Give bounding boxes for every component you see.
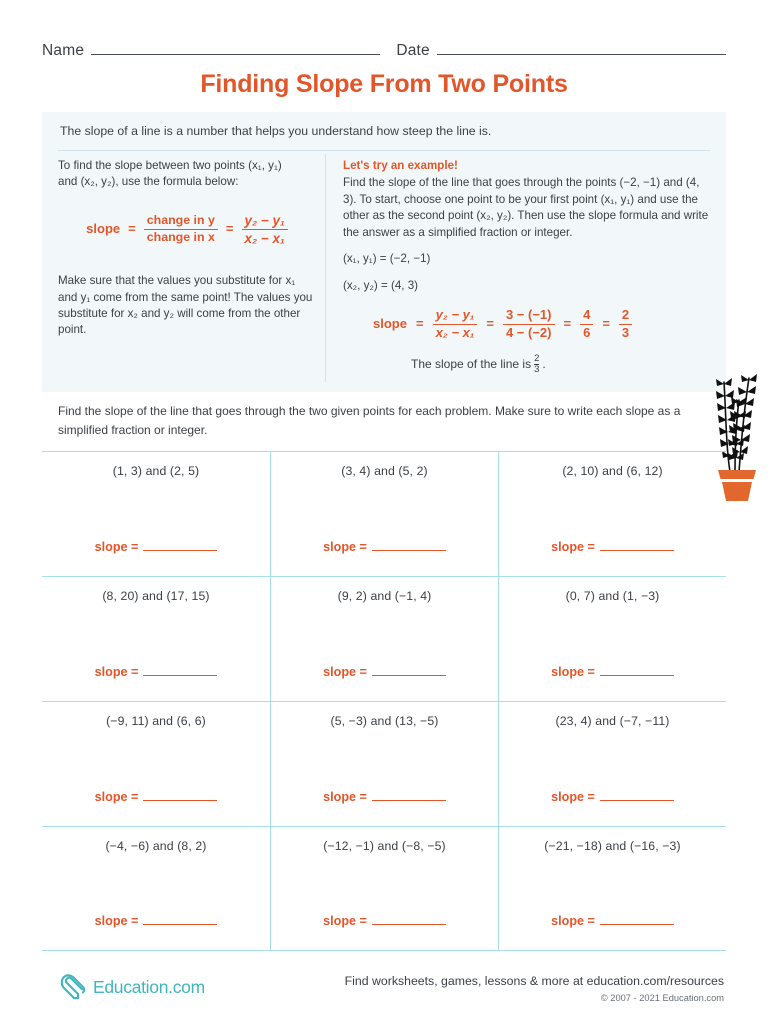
problem-cell[interactable] <box>42 827 270 950</box>
slope-answer-field[interactable] <box>42 790 270 804</box>
answer-blank[interactable] <box>143 675 217 676</box>
slope-label: slope = <box>323 665 367 679</box>
numerator: 3 − (−1) <box>505 307 552 323</box>
problem-cell[interactable] <box>498 702 726 826</box>
problem-cell[interactable] <box>270 702 498 826</box>
name-date-row <box>42 42 726 60</box>
problem-cell[interactable] <box>270 452 498 576</box>
slope-answer-field[interactable] <box>499 540 726 554</box>
problem-points: (23, 4) and (−7, −11) <box>555 714 670 728</box>
slope-label: slope = <box>94 914 139 928</box>
problem-points: (0, 7) and (1, −3) <box>565 589 660 603</box>
change-in-x: change in x <box>144 229 218 245</box>
formula-lead-line-2: and (x₂, y₂), use the formula below: <box>58 175 239 189</box>
problem-cell[interactable] <box>498 577 726 701</box>
equals-sign-2: = <box>225 221 234 237</box>
answer-blank[interactable] <box>600 675 674 676</box>
conclusion-period: . <box>542 357 546 372</box>
example-point-1: (x₁, y₁) = (−2, −1) <box>343 252 431 266</box>
denominator: 4 − (−2) <box>503 324 555 341</box>
education-logo[interactable] <box>58 972 205 1002</box>
answer-blank[interactable] <box>600 800 674 801</box>
intro-text: The slope of a line is a number that helps you understand how steep the line is. <box>60 124 492 138</box>
answer-blank[interactable] <box>372 675 446 676</box>
conclusion-text: The slope of the line is <box>411 357 532 372</box>
page-footer <box>0 962 768 1024</box>
vertical-divider <box>325 154 326 382</box>
example-panel <box>343 158 713 375</box>
problem-points: (3, 4) and (5, 2) <box>341 464 428 478</box>
slope-word: slope <box>373 315 407 331</box>
fraction-substituted <box>503 308 555 340</box>
denominator: x₂ − x₁ <box>433 324 478 341</box>
numerator: 4 <box>583 307 591 323</box>
answer-blank[interactable] <box>143 800 217 801</box>
problem-cell[interactable] <box>42 452 270 576</box>
equals-sign: = <box>128 221 136 237</box>
equals-1: = <box>415 315 424 331</box>
problem-points: (9, 2) and (−1, 4) <box>337 589 432 603</box>
problem-row <box>42 451 726 576</box>
substitution-note: Make sure that the values you substitute for x₁ and y₁ come from the same point! The values you substitute for x₂ and y₂ will come from the other point. <box>58 274 313 337</box>
slope-answer-field[interactable] <box>271 665 498 679</box>
formula-panel <box>58 158 316 339</box>
denominator: 3 <box>534 364 540 376</box>
answer-blank[interactable] <box>600 924 674 925</box>
problem-cell[interactable] <box>498 452 726 576</box>
answer-blank[interactable] <box>143 550 217 551</box>
problem-cell[interactable] <box>42 702 270 826</box>
slope-label: slope = <box>551 540 595 554</box>
change-in-y: change in y <box>146 213 215 228</box>
problem-cell[interactable] <box>270 827 498 950</box>
problem-points: (−9, 11) and (6, 6) <box>106 714 206 728</box>
answer-blank[interactable] <box>372 550 446 551</box>
slope-answer-field[interactable] <box>42 914 270 928</box>
footer-tagline: Find worksheets, games, lessons & more at education.com/resources <box>344 974 724 988</box>
education-logo-icon <box>58 972 88 1002</box>
delta-x: x₂ − x₁ <box>242 229 288 246</box>
slope-formula <box>58 213 316 246</box>
education-logo-text: Education.com <box>93 976 205 997</box>
problem-cell[interactable] <box>42 577 270 701</box>
name-write-line[interactable] <box>91 54 380 55</box>
example-point-2: (x₂, y₂) = (4, 3) <box>343 278 419 292</box>
slope-answer-field[interactable] <box>499 665 726 679</box>
slope-label: slope = <box>323 790 367 804</box>
answer-blank[interactable] <box>372 800 446 801</box>
slope-answer-field[interactable] <box>42 665 270 679</box>
date-label: Date <box>396 42 430 59</box>
instruction-box <box>42 112 726 392</box>
slope-answer-field[interactable] <box>271 790 498 804</box>
numerator: 2 <box>621 307 630 323</box>
conclusion-fraction <box>534 354 539 375</box>
slope-answer-field[interactable] <box>499 790 726 804</box>
formula-lead-line-1: To find the slope between two points (x₁, y₁) <box>58 159 282 172</box>
example-worked-formula <box>373 308 713 340</box>
problem-row <box>42 826 726 951</box>
date-write-line[interactable] <box>437 54 726 55</box>
slope-label: slope = <box>551 665 595 679</box>
denominator: 6 <box>580 324 593 341</box>
problem-grid <box>42 451 726 951</box>
example-body: Find the slope of the line that goes through the points (−2, −1) and (4, 3). To start, choose one point to be your first point (x₁, y₁) and use the other as the second point (x₂, y₂). Then use the slope formula and write the answer as a simplified fraction or integer. <box>343 176 709 239</box>
fraction-simplified <box>619 308 632 340</box>
slope-answer-field[interactable] <box>271 540 498 554</box>
slope-label: slope = <box>94 540 139 554</box>
problem-points: (2, 10) and (6, 12) <box>562 464 663 478</box>
denominator: 3 <box>619 324 632 341</box>
equals-2: = <box>486 315 494 331</box>
problem-cell[interactable] <box>270 577 498 701</box>
slope-label: slope = <box>323 540 367 554</box>
equals-3: = <box>563 315 572 331</box>
problem-points: (8, 20) and (17, 15) <box>102 589 210 603</box>
problem-points: (−12, −1) and (−8, −5) <box>323 839 446 853</box>
problem-cell[interactable] <box>498 827 726 950</box>
problem-points: (1, 3) and (2, 5) <box>112 464 200 478</box>
fraction-evaluated <box>580 308 593 340</box>
footer-copyright: © 2007 - 2021 Education.com <box>600 993 724 1003</box>
slope-label: slope = <box>94 790 139 804</box>
equals-4: = <box>602 315 610 331</box>
example-conclusion <box>411 354 713 375</box>
problem-points: (−21, −18) and (−16, −3) <box>544 839 681 853</box>
horizontal-divider <box>58 150 710 151</box>
slope-answer-field[interactable] <box>499 914 726 928</box>
problem-points: (−4, −6) and (8, 2) <box>105 839 207 853</box>
numerator: 2 <box>534 353 540 365</box>
numerator: y₂ − y₁ <box>435 307 475 323</box>
name-label: Name <box>42 42 85 59</box>
slope-word: slope <box>86 221 121 237</box>
problem-row <box>42 576 726 701</box>
symbol-fraction <box>242 213 288 246</box>
example-heading: Let's try an example! <box>343 159 458 172</box>
slope-answer-field[interactable] <box>271 914 498 928</box>
problem-row <box>42 701 726 826</box>
slope-label: slope = <box>94 665 139 679</box>
slope-answer-field[interactable] <box>42 540 270 554</box>
problem-points: (5, −3) and (13, −5) <box>330 714 439 728</box>
delta-y: y₂ − y₁ <box>244 212 285 228</box>
slope-label: slope = <box>551 914 595 928</box>
answer-blank[interactable] <box>143 924 217 925</box>
answer-blank[interactable] <box>372 924 446 925</box>
slope-label: slope = <box>551 790 595 804</box>
fraction-symbols <box>433 308 478 340</box>
slope-label: slope = <box>323 914 367 928</box>
answer-blank[interactable] <box>600 550 674 551</box>
change-fraction <box>144 214 218 245</box>
directions-text: Find the slope of the line that goes through the two given points for each problem. Make sure to write each slope as a simplified fraction or integer. <box>58 404 681 437</box>
page-title: Finding Slope From Two Points <box>200 70 568 98</box>
